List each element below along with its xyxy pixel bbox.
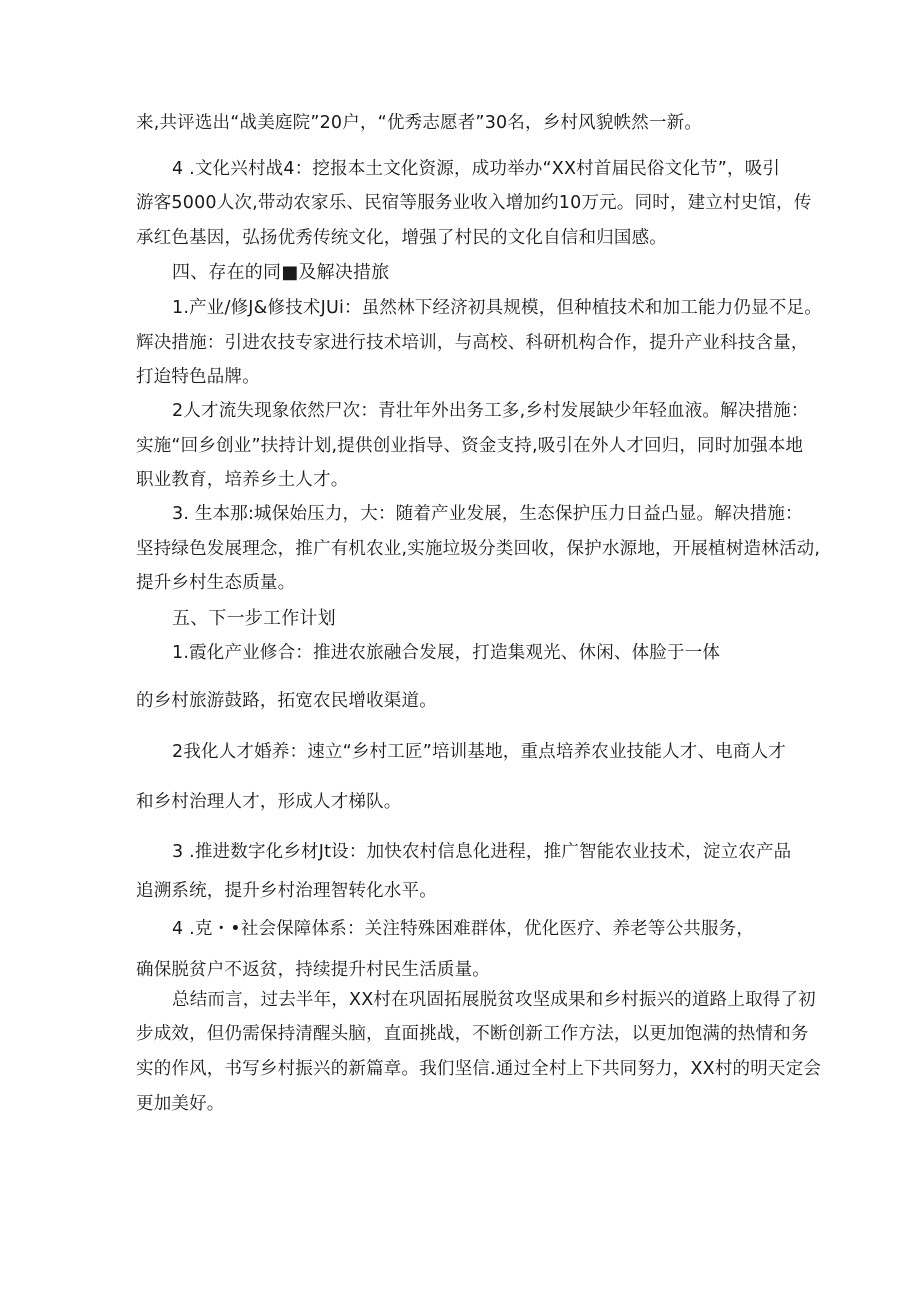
text-line: 步成效，但仍需保持清醒头脑，直面挑战，不断创新工作方法，以更加饱满的热情和务 bbox=[136, 1024, 809, 1044]
text-line: 打迨特色品牌。 bbox=[136, 367, 260, 387]
text-line: 追溯系统，提升乡村治理智转化水平。 bbox=[136, 881, 437, 901]
text-line: 3 .推进数字化乡材Jt设：加快农村信息化进程，推广智能农业技术，淀立农产品 bbox=[172, 842, 792, 862]
text-line: 辉决措施：引进农技专家进行技术培训，与高校、科研机构合作，提升产业科技含量， bbox=[136, 333, 809, 353]
text-line: 实施“回乡创业”扶持计划,提供创业指导、资金支持,吸引在外人才回归，同时加强本地 bbox=[136, 436, 804, 456]
text-line: 和乡村治理人才，形成人才梯队。 bbox=[136, 792, 402, 812]
text-line: 4 .文化兴村战4：挖报本土文化资源，成功举办“XX村首届民俗文化节”，吸引 bbox=[172, 159, 781, 179]
section-heading: 五、下一步工作计划 bbox=[172, 608, 336, 629]
text-line: 实的作风，书写乡村振兴的新篇章。我们坚信.通过全村上下共同努力，XX村的明天定会 bbox=[136, 1059, 822, 1079]
text-line: 游客5000人次,带动农家乐、民宿等服务业收入增加约10万元。同时，建立村史馆，传 bbox=[136, 193, 812, 213]
text-line: 坚持绿色发展理念，推广有机农业,实施垃圾分类回收，保护水源地，开展植树造林活动, bbox=[136, 539, 821, 559]
text-line: 职业教育，培养乡土人才。 bbox=[136, 470, 349, 490]
text-line: 确保脱贫户不返贫，持续提升村民生活质量。 bbox=[136, 960, 490, 980]
text-line: 承红色基因，弘扬优秀传统文化，增强了村民的文化自信和归国感。 bbox=[136, 228, 667, 248]
text-line: 提升乡村生态质量。 bbox=[136, 573, 296, 593]
text-line: 更加美好。 bbox=[136, 1094, 225, 1114]
text-line: 1.霞化产业修合：推进农旅融合发展，打造集观光、休闲、体脸于一体 bbox=[172, 643, 721, 663]
text-line: 总结而言，过去半年，XX村在巩固拓展脱贫攻坚成果和乡村振兴的道路上取得了初 bbox=[172, 990, 816, 1010]
text-line: 的乡村旅游鼓路，拓宽农民增收渠道。 bbox=[136, 691, 437, 711]
text-line: 4 .克・•社会保障体系：关注特殊困难群体，优化医疗、养老等公共服务， bbox=[172, 919, 755, 939]
text-line: 3. 生本那:城保始压力，大：随着产业发展，生态保护压力日益凸显。解决措施： bbox=[172, 504, 803, 524]
text-line: 来,共评选出“战美庭院”20户，“优秀志愿者”30名，乡村风貌帙然一新。 bbox=[136, 113, 703, 133]
text-line: 2人才流失现象依然尸次：青壮年外出务工多,乡村发展缺少年轻血液。解决措施： bbox=[172, 401, 809, 421]
section-heading: 四、存在的同■及解决措旅 bbox=[172, 262, 390, 283]
text-line: 1.产业/修J&修技术JUi：虽然林下经济初具规模，但种植技术和加工能力仍显不足。 bbox=[172, 298, 822, 318]
text-line: 2我化人才婚养：速立“乡村工匠”培训基地，重点培养农业技能人才、电商人才 bbox=[172, 742, 786, 762]
